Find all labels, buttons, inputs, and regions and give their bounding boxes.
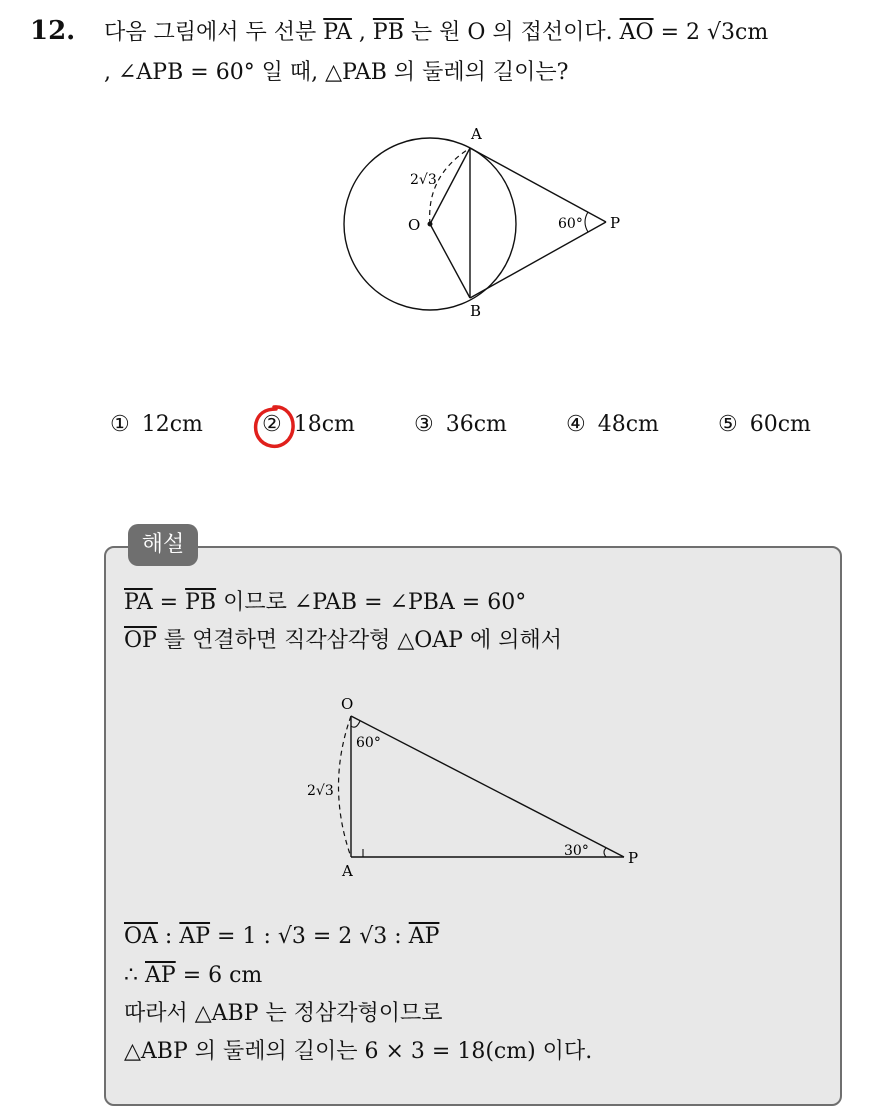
solution-line2: $\overline{OP}$ 를 연결하면 직각삼각형 △OAP 에 의해서 [124,628,562,653]
label-p: P [610,214,621,232]
solution-line3: $\overline{OA}$ : $\overline{AP} = 1$ : √3 = 2 √3 : $\overline{AP}$ [124,924,440,949]
choice-3[interactable]: ③ 36cm [414,412,507,437]
choice-2[interactable]: ② 18cm [262,412,355,437]
solution-tab: 해설 [128,524,198,566]
label-b: B [470,302,482,320]
label-o: O [408,216,421,234]
label-a: A [342,862,353,880]
radius-ob [430,224,470,298]
solution-line5: 따라서 △ABP 는 정삼각형이므로 [124,1001,443,1026]
length-arc [339,716,352,857]
question-text-line2: , ∠APB = 60° 일 때, △PAB 의 둘레의 길이는? [104,60,569,85]
segment-pa: $\overline{PA}$ [323,20,352,45]
solution-line4: ∴ $\overline{AP} = 6$ cm [124,963,263,988]
label-p: P [628,849,639,867]
choice-5[interactable]: ⑤ 60cm [718,412,811,437]
center-dot [428,222,433,227]
label-o: O [341,695,354,713]
label-angle-o: 60° [356,735,381,751]
tangent-pa [470,148,606,222]
choice-1[interactable]: ① 12cm [110,412,203,437]
label-angle: 60° [558,216,583,232]
figure-circle-tangents [330,120,630,330]
side-op [351,716,624,857]
label-length: 2√3 [410,172,437,188]
angle-p-arc [585,212,588,232]
question-number: 12. [30,16,76,46]
tangent-pb [470,222,606,298]
selected-answer-circle [250,403,298,451]
choice-4[interactable]: ④ 48cm [566,412,659,437]
label-a: A [471,125,482,143]
figure-right-triangle [296,690,646,885]
segment-ao: $\overline{AO}$ [619,20,654,45]
solution-line6: △ABP 의 둘레의 길이는 6 × 3 = 18(cm) 이다. [124,1039,593,1064]
question-text-line1: 다음 그림에서 두 선분 $\overline{PA}$ , $\overline{PB}$ 는 원 O 의 접선이다. $\overline{AO} = 2$ √3cm [104,20,769,45]
segment-pb: $\overline{PB}$ [372,20,404,45]
angle-o-arc [351,721,360,727]
solution-line1: $\overline{PA} = \overline{PB}$ 이므로 ∠PAB = ∠PBA = 60° [124,590,527,615]
label-length: 2√3 [307,783,334,799]
angle-p-arc [604,848,606,857]
label-angle-p: 30° [564,843,589,859]
